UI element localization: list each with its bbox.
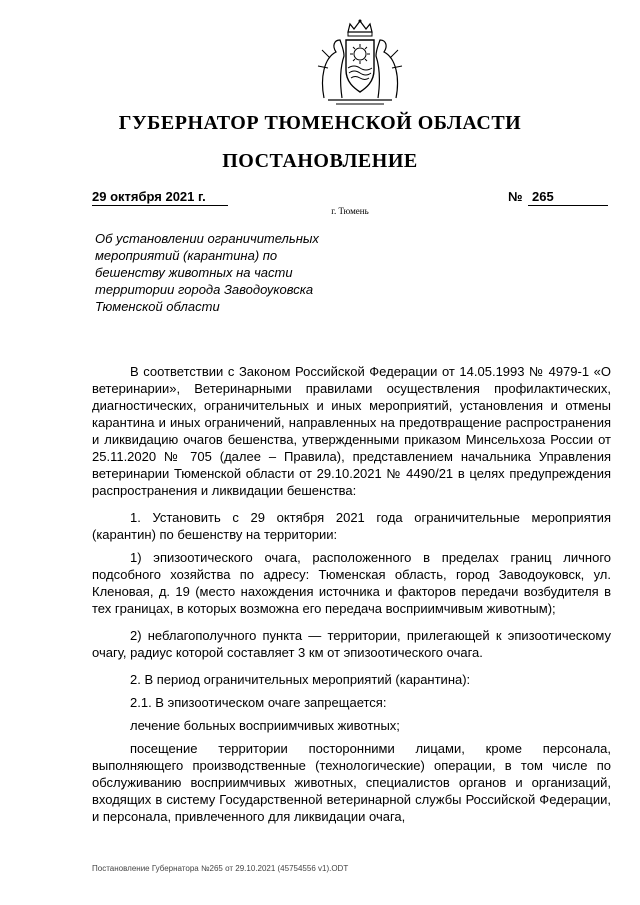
body-paragraph: 2.1. В эпизоотическом очаге запрещается: (130, 695, 387, 710)
body-paragraph: лечение больных восприимчивых животных; (130, 718, 400, 733)
document-type-title: ПОСТАНОВЛЕНИЕ (222, 150, 418, 172)
body-paragraph: 2. В период ограничительных мероприятий (карантина): (130, 672, 471, 687)
organization-title: ГУБЕРНАТОР ТЮМЕНСКОЙ ОБЛАСТИ (118, 112, 522, 134)
body-paragraph: В соответствии с Законом Российской Федерации от 14.05.1993 № 4979-1 «О ветеринарии», Ветеринарными правилами осуществления профилактических, диагностических, ограничительных и иных мероприятий, установления и отмены карантина и иных ограничений, направленных на предотвращение распространения и ликвидацию очагов бешенства, утвержденными приказом Минсельхоза России от 25.11.2020 № 705 (далее – Правила), представлением начальника Управления ветеринарии Тюменской области от 29.10.2021 № 4490/21 в целях предупреждения распространения и ликвидации бешенства: (92, 364, 611, 498)
body-paragraph: 1. Установить с 29 октября 2021 года ограничительные мероприятия (карантин) по бешенству на территории: (92, 510, 611, 542)
document-footer: Постановление Губернатора №265 от 29.10.2021 (45754556 v1).ODT (92, 864, 349, 873)
body-paragraph: 1) эпизоотического очага, расположенного в пределах границ личного подсобного хозяйства по адресу: Тюменская область, город Заводоуковск, ул. Кленовая, д. 19 (место нахождения источника и факторов передачи возбудителя в тех границах, в которых возможна его передача восприимчивым животным); (92, 550, 611, 616)
document-body (92, 363, 611, 835)
document-number-label: № (508, 189, 523, 204)
document-city: г. Тюмень (331, 206, 369, 216)
body-paragraph: 2) неблагополучного пункта — территории, прилегающей к эпизоотическому очагу, радиус которой составляет 3 км от эпизоотического очага. (92, 628, 611, 660)
body-paragraph: посещение территории посторонними лицами, кроме персонала, выполняющего производственные (технологические) операции, в том числе по обслуживанию восприимчивых животных, специалистов органов и организаций, входящих в систему Государственной ветеринарной службы Российской Федерации, и персонала, привлеченного для ликвидации очага, (92, 741, 611, 824)
document-date: 29 октября 2021 г. (92, 189, 228, 206)
document-number: 265 (528, 189, 608, 206)
tyumen-coat-of-arms-icon (310, 18, 410, 108)
document-subject: Об установлении ограничительных мероприятий (карантина) по бешенству животных на части территории города Заводоуковска Тюменской области (95, 231, 319, 314)
